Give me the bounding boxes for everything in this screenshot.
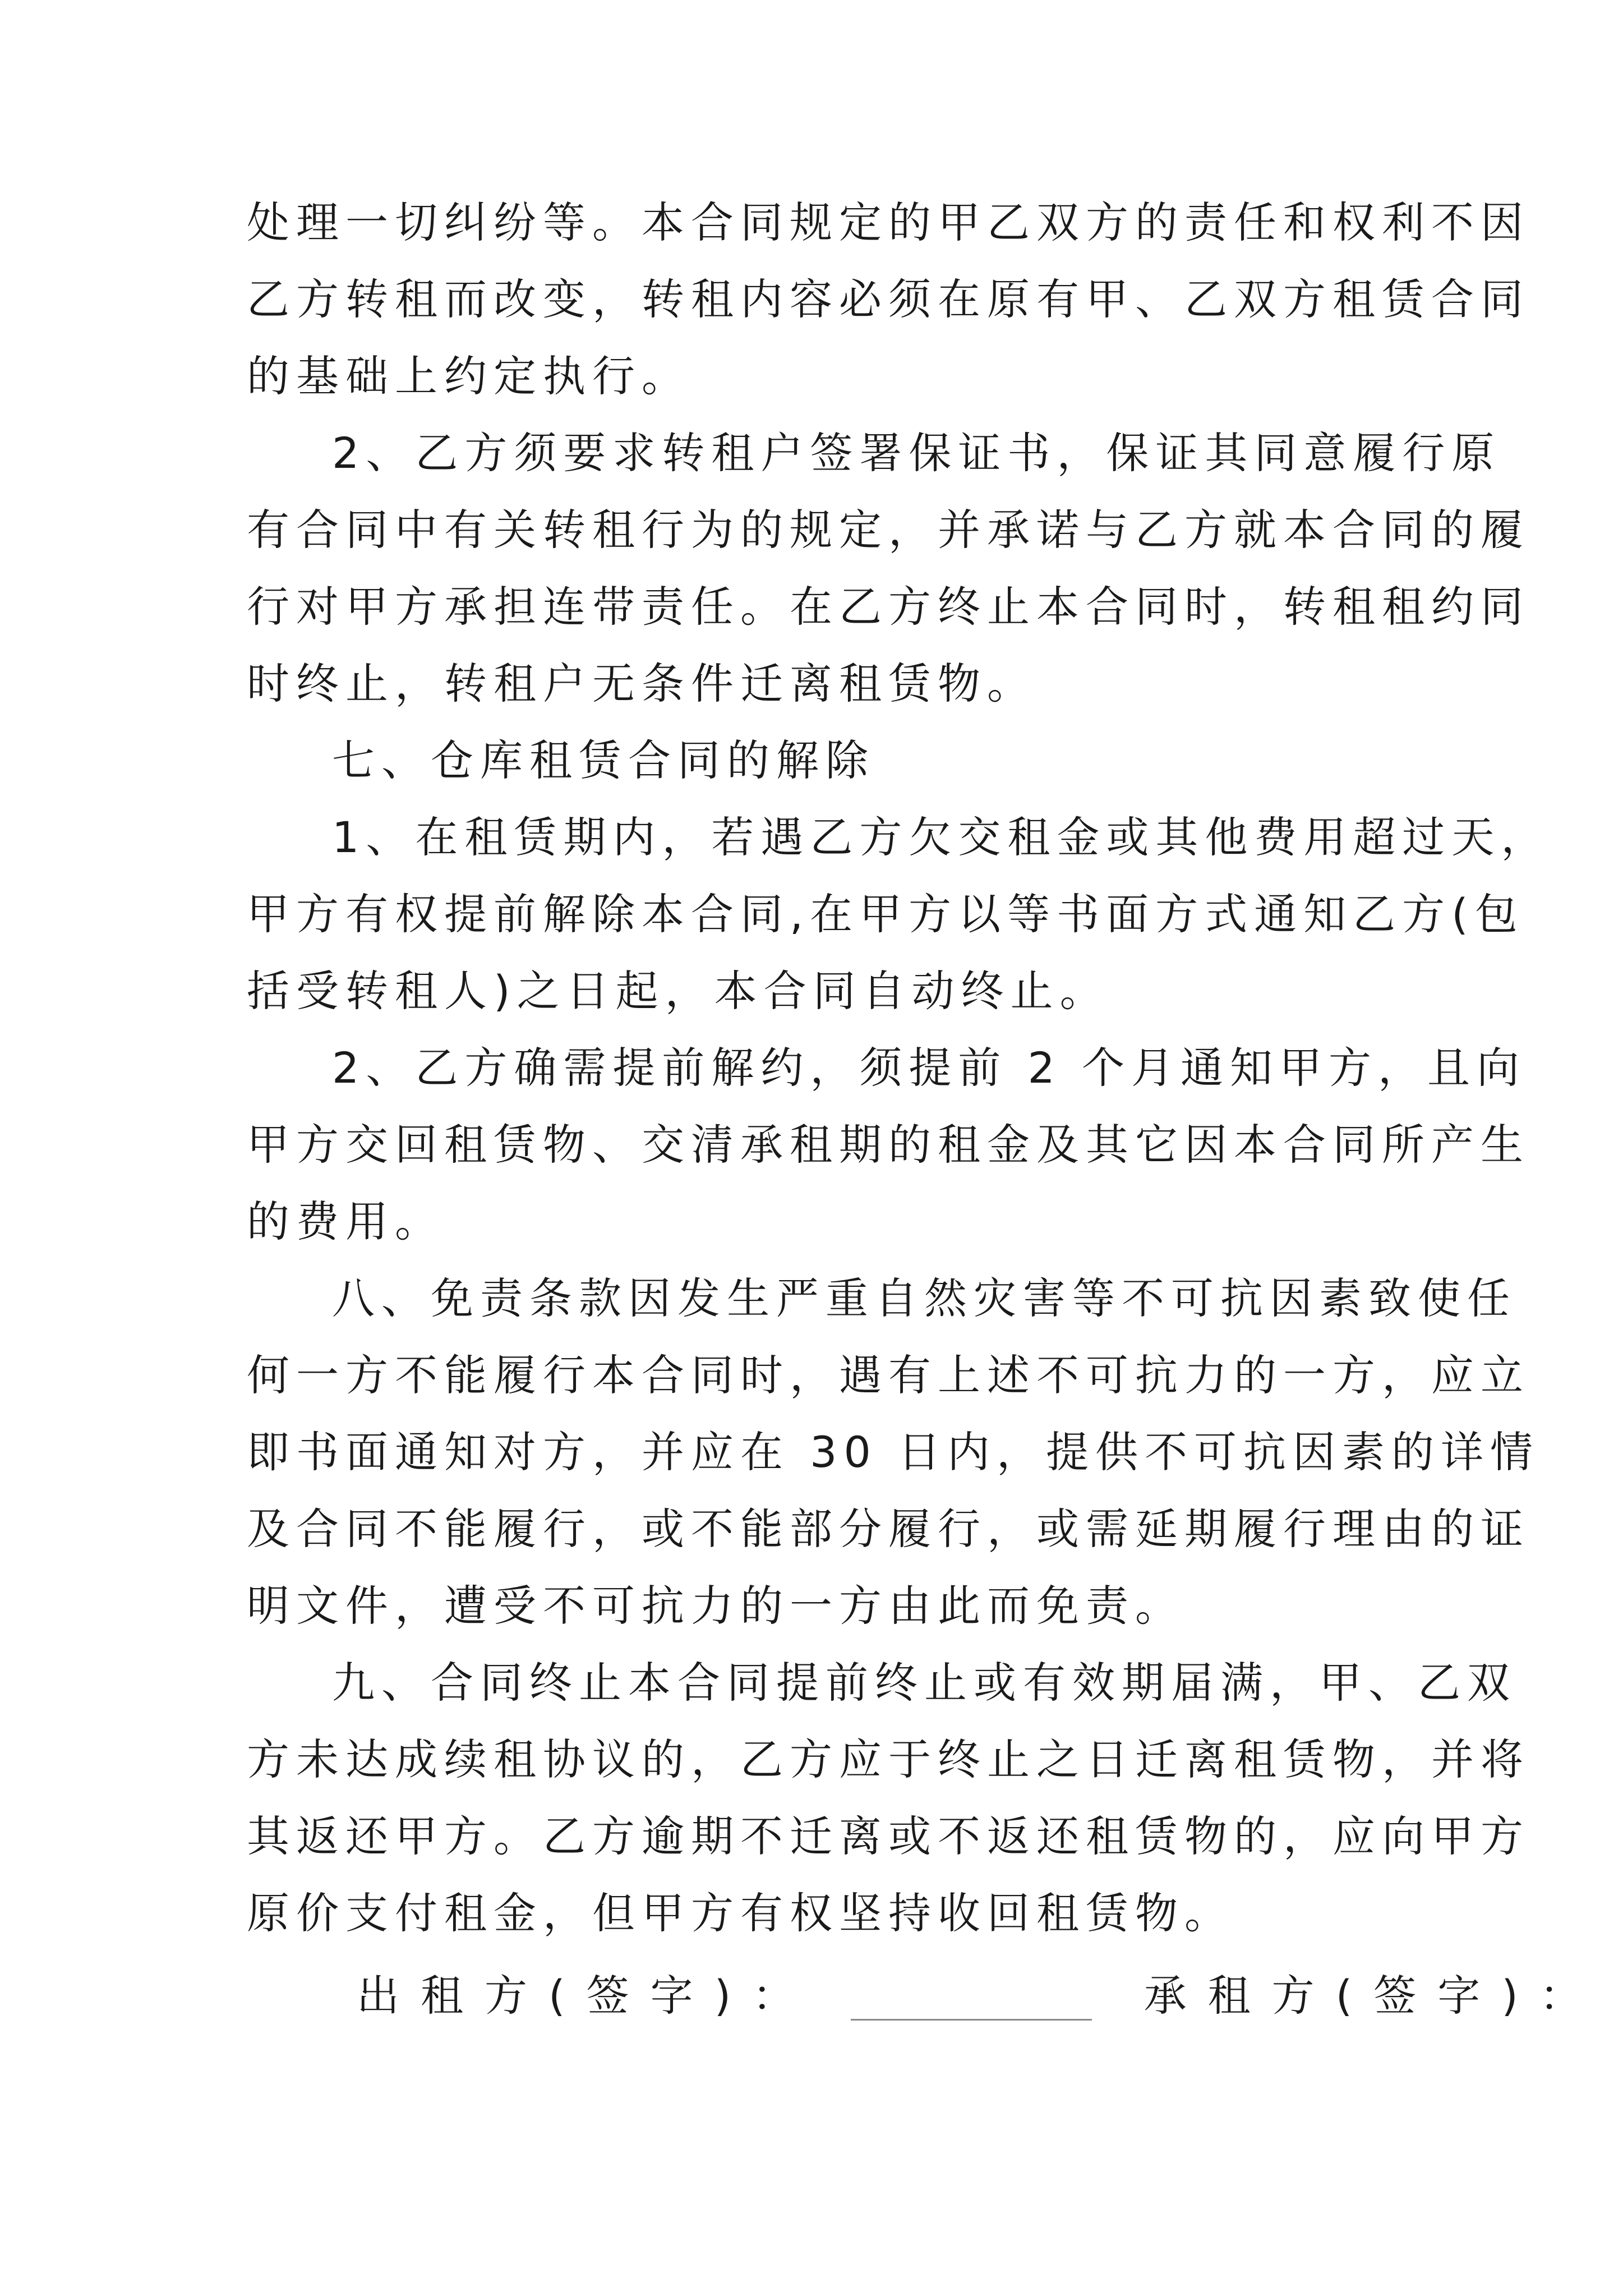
paragraph-line: 处理一切纠纷等。本合同规定的甲乙双方的责任和权利不因 [247,197,1530,247]
paragraph-line: 明文件，遭受不可抗力的一方由此而免责。 [247,1581,1184,1631]
clause-line: 1、在租赁期内，若遇乙方欠交租金或其他费用超过天， [332,812,1551,862]
lessee-signature-label: 承租方(签字)： [1144,1971,1603,2021]
paragraph-line: 时终止，转租户无条件迁离租赁物。 [247,659,1036,708]
lessor-signature-label: 出租方(签字)： [357,1971,817,2021]
paragraph-line: 甲方交回租赁物、交清承租期的租金及其它因本合同所产生 [247,1120,1530,1170]
paragraph-line: 甲方有权提前解除本合同,在甲方以等书面方式通知乙方(包 [247,889,1524,939]
paragraph-line: 方未达成续租协议的，乙方应于终止之日迁离租赁物，并将 [247,1734,1530,1784]
signature-row [357,1962,1603,2030]
clause-line: 2、乙方须要求转租户签署保证书，保证其同意履行原 [332,428,1501,478]
paragraph-line: 有合同中有关转租行为的规定，并承诺与乙方就本合同的履 [247,505,1530,555]
section-heading: 八、免责条款因发生严重自然灾害等不可抗因素致使任 [332,1273,1516,1323]
section-heading: 九、合同终止本合同提前终止或有效期届满，甲、乙双 [332,1658,1516,1708]
section-heading: 七、仓库租赁合同的解除 [332,735,875,785]
lessor-signature-blank [851,2018,1092,2021]
contract-body [247,184,1551,1952]
paragraph-line: 其返还甲方。乙方逾期不迁离或不返还租赁物的，应向甲方 [247,1811,1530,1861]
paragraph-line: 及合同不能履行，或不能部分履行，或需延期履行理由的证 [247,1504,1530,1554]
paragraph-line: 即书面通知对方，并应在 30 日内，提供不可抗因素的详情 [247,1427,1540,1477]
paragraph-line: 括受转租人)之日起，本合同自动终止。 [247,966,1109,1016]
paragraph-line: 何一方不能履行本合同时，遇有上述不可抗力的一方，应立 [247,1350,1530,1400]
paragraph-line: 的费用。 [247,1197,444,1246]
paragraph-line: 乙方转租而改变，转租内容必须在原有甲、乙双方租赁合同 [247,274,1530,324]
paragraph-line: 原价支付租金，但甲方有权坚持收回租赁物。 [247,1888,1234,1938]
paragraph-line: 行对甲方承担连带责任。在乙方终止本合同时，转租租约同 [247,582,1530,632]
clause-line: 2、乙方确需提前解约，须提前 2 个月通知甲方，且向 [332,1043,1527,1093]
paragraph-line: 的基础上约定执行。 [247,351,691,401]
